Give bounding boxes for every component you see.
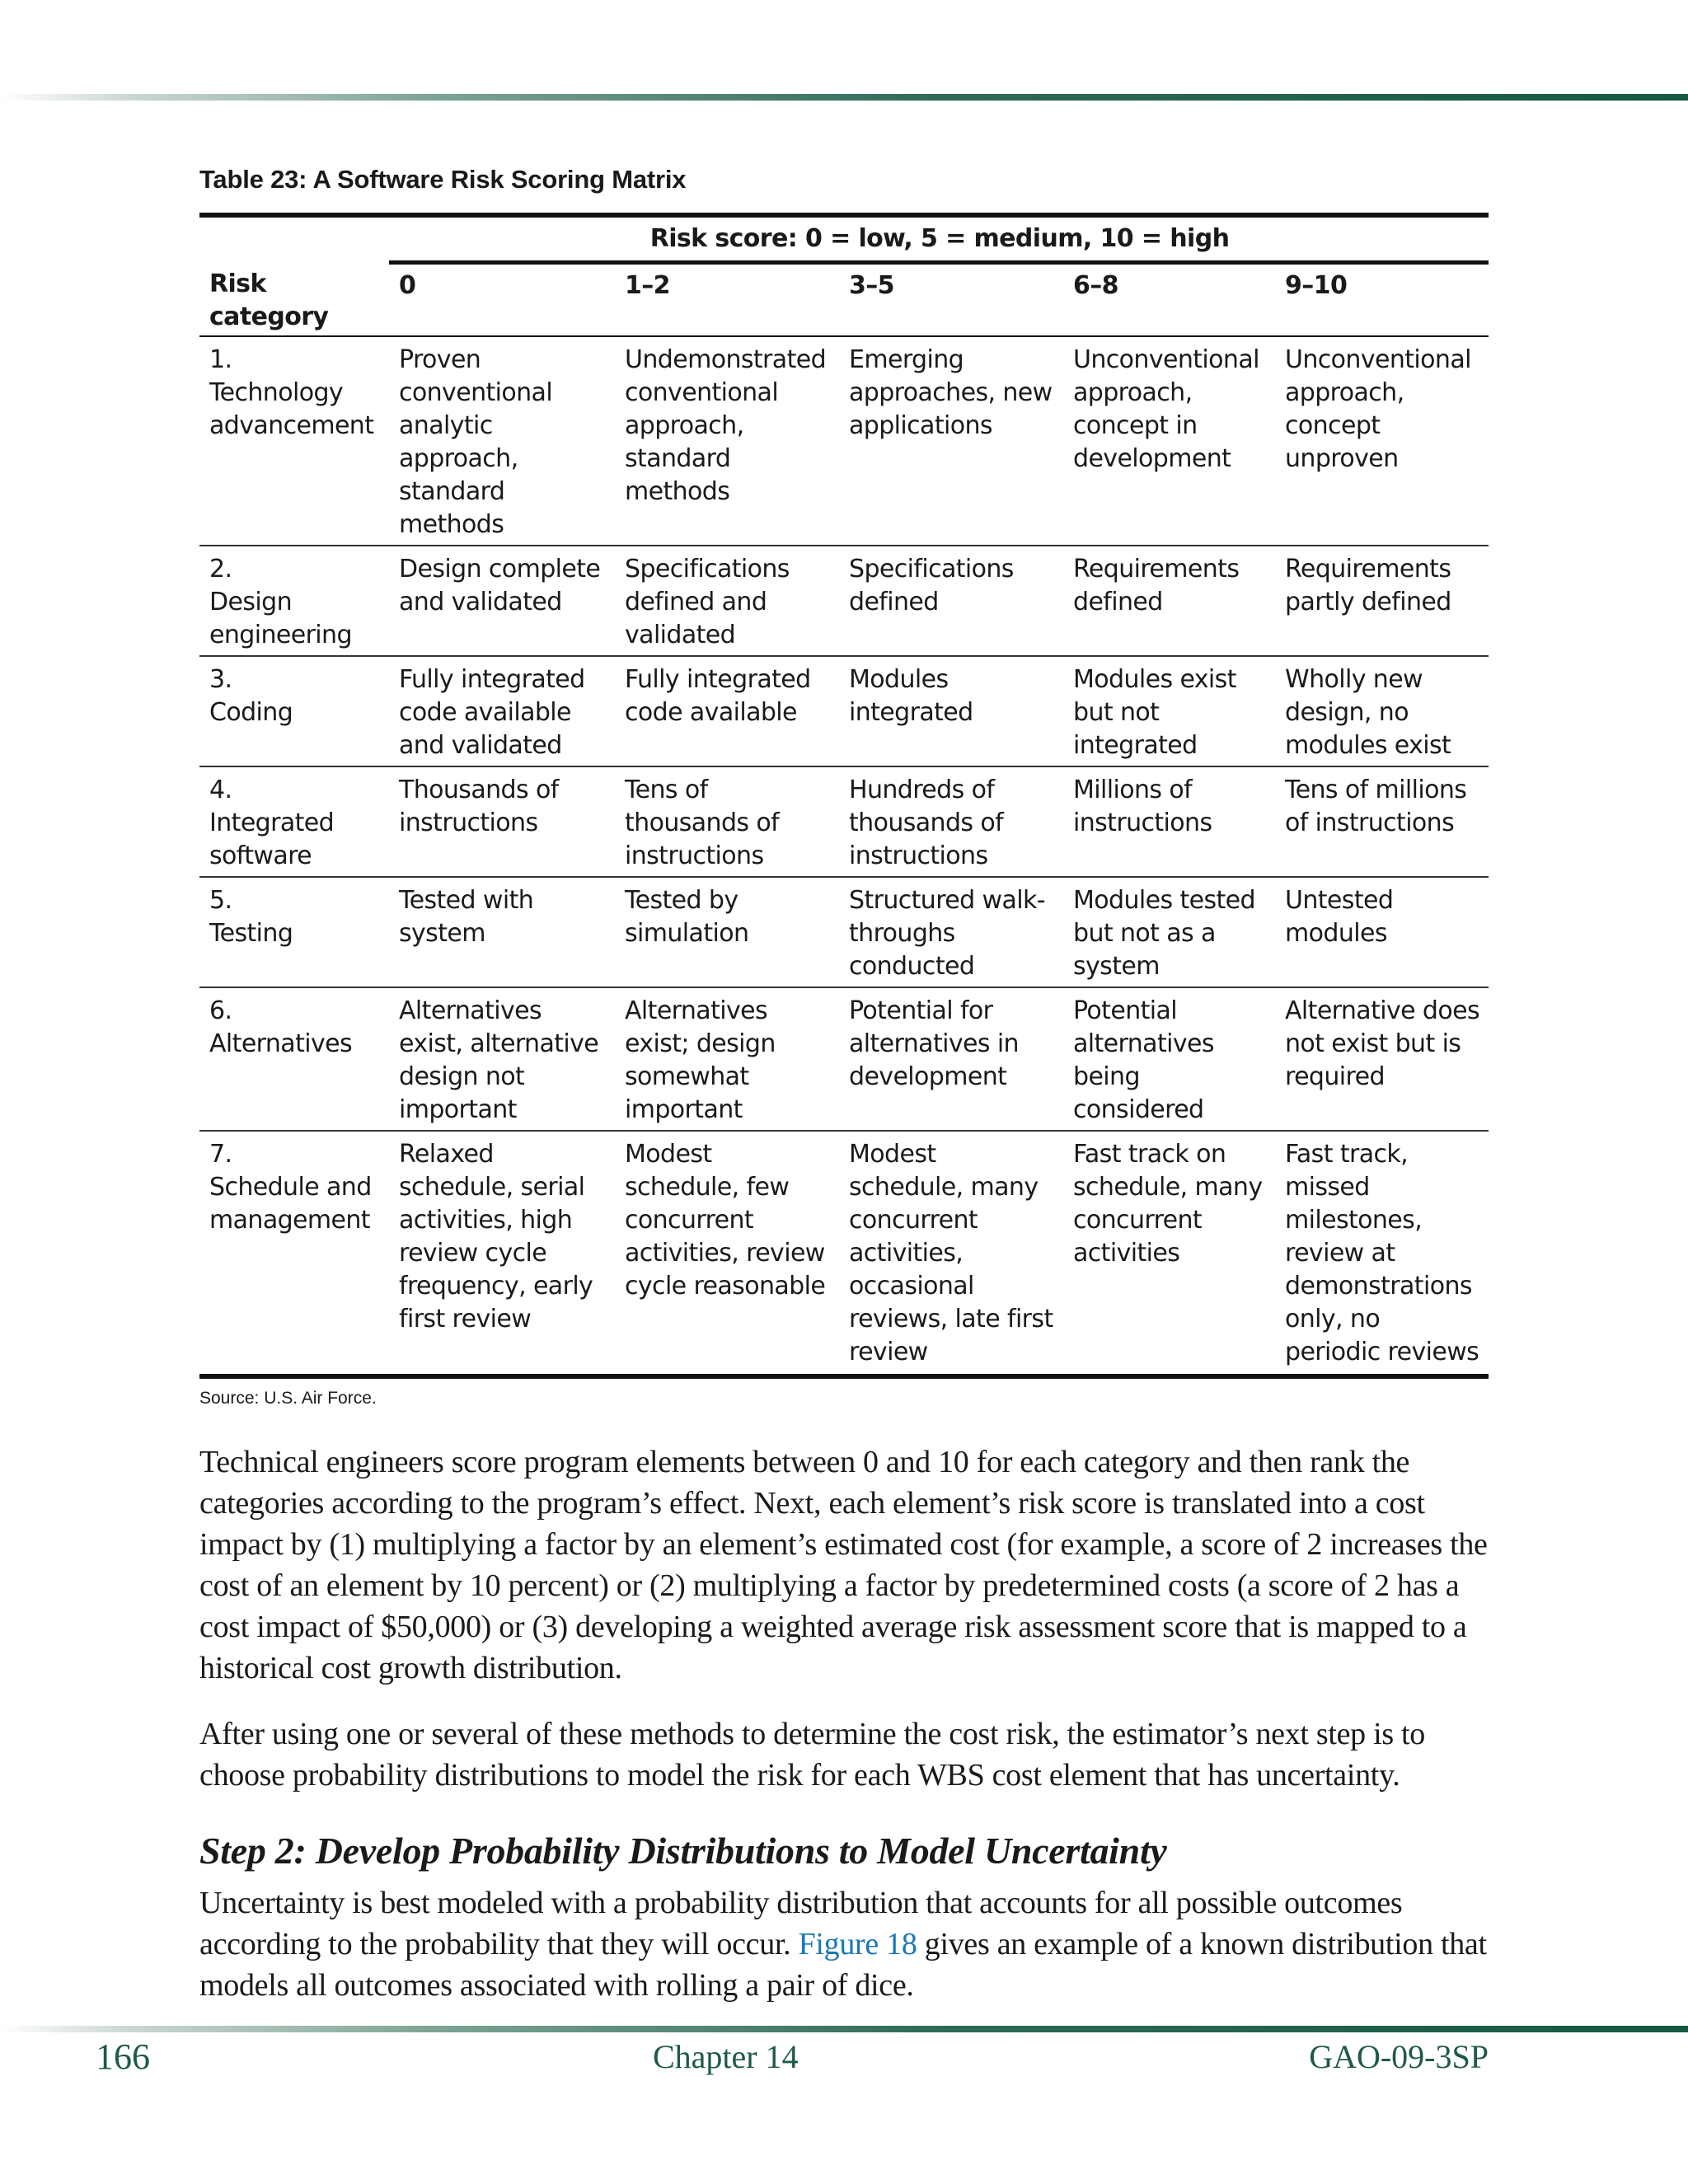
score-description-cell: Thousands of instructions [389,766,615,877]
risk-category-cell: 3. Coding [199,656,389,766]
score-description-cell: Modest schedule, few concurrent activities, review cycle reasonable [625,1139,826,1301]
score-description-cell: Tens of millions of instructions [1275,766,1489,877]
column-header-score: 9–10 [1275,263,1489,336]
score-description-cell: Potential alternatives being considered [1063,987,1275,1131]
risk-category-cell: 2. Design engineering [199,546,389,656]
score-description-cell: Untested modules [1275,877,1489,987]
table-row [199,546,1489,656]
paragraph-scoring-method: Technical engineers score program elements between 0 and 10 for each category and then rank the categories according to the program’s effect. Next, each element’s risk score is translated into a cost impact by (1) multiplying a factor by an element’s estimated cost (for example, a score of 2 increases the cost of an element by 10 percent) or (2) multiplying a factor by predetermined costs (a score of 2 has a cost impact of $50,000) or (3) developing a weighted average risk assessment score that is mapped to a historical cost growth distribution. [199,1444,1488,1685]
column-header-row [199,263,1489,336]
paragraph-uncertainty-text-1: Uncertainty is best modeled with a probability distribution that accounts for all possible outcomes according to the probability that they will occur. [199,1885,1403,1961]
table-title: Table 23: A Software Risk Scoring Matrix [199,165,687,194]
score-description-cell: Requirements defined [1063,546,1275,656]
score-description-cell: Requirements partly defined [1275,546,1489,656]
score-description-cell: Structured walk-throughs conducted [839,877,1063,987]
score-description-cell: Tested with system [389,877,615,987]
column-header-score: 1–2 [615,263,839,336]
score-description-cell: Unconventional approach, concept in development [1063,336,1275,546]
column-header-score: 6–8 [1063,263,1275,336]
risk-category-cell: 6. Alternatives [199,987,389,1131]
score-description-cell: Specifications defined and validated [615,546,839,656]
score-description-cell: Alternatives exist; design somewhat important [615,987,839,1131]
table-row [199,877,1489,987]
risk-category-cell: 5. Testing [199,877,389,987]
footer-rule [0,2026,1688,2032]
score-description-cell: Specifications defined [839,546,1063,656]
score-description-cell: Hundreds of thousands of instructions [839,766,1063,877]
score-description-cell: Millions of instructions [1063,766,1275,877]
corner-cell [199,215,389,263]
score-description-cell: Wholly new design, no modules exist [1275,656,1489,766]
score-description-cell: Modest schedule, many concurrent activities, occasional reviews, late first review [849,1139,1053,1366]
score-description-cell: Undemonstrated conventional approach, standard methods [615,336,839,546]
score-description-cell: Fast track, missed milestones, review at demonstrations only, no periodic reviews [1285,1139,1479,1366]
score-description-cell: Design complete and validated [389,546,615,656]
paragraph-next-step: After using one or several of these methods to determine the cost risk, the estimator’s next step is to choose probability distributions to model the risk for each WBS cost element that has uncertainty. [199,1716,1425,1793]
figure-18-link[interactable]: Figure 18 [798,1926,917,1961]
page-content [199,165,1489,2006]
table-row [199,987,1489,1131]
score-description-cell: Modules exist but not integrated [1063,656,1275,766]
column-header-score: 0 [389,263,615,336]
score-description-cell: Relaxed schedule, serial activities, high review cycle frequency, early first review [399,1139,593,1333]
risk-category-cell: 1. Technology advancement [199,336,389,546]
score-description-cell: Fast track on schedule, many concurrent activities [1073,1139,1263,1268]
risk-category-cell: 7. Schedule and management [209,1139,372,1235]
risk-score-span-header: Risk score: 0 = low, 5 = medium, 10 = high [389,215,1489,263]
table-row [199,656,1489,766]
table-row [199,1131,1489,1376]
document-id: GAO-09-3SP [1309,2038,1489,2075]
table-source: Source: U.S. Air Force. [199,1388,377,1408]
score-description-cell: Emerging approaches, new applications [839,336,1063,546]
score-description-cell: Fully integrated code available and validated [389,656,615,766]
page-footer [0,2036,1688,2085]
page-number: 166 [96,2036,150,2077]
table-row [199,336,1489,546]
score-description-cell: Alternatives exist, alternative design not important [389,987,615,1131]
paragraph-uncertainty [199,1882,1489,2006]
step-2-heading: Step 2: Develop Probability Distributions to Model Uncertainty [199,1829,1167,1872]
score-description-cell: Proven conventional analytic approach, standard methods [389,336,615,546]
risk-category-cell: 4. Integrated software [199,766,389,877]
column-header-score: 3–5 [839,263,1063,336]
score-description-cell: Fully integrated code available [615,656,839,766]
score-description-cell: Potential for alternatives in development [839,987,1063,1131]
score-description-cell: Modules integrated [839,656,1063,766]
column-header-risk-category: Risk category [199,263,389,336]
score-description-cell: Alternative does not exist but is required [1275,987,1489,1131]
score-description-cell: Tested by simulation [615,877,839,987]
header-rule [0,94,1688,101]
score-description-cell: Unconventional approach, concept unproven [1275,336,1489,546]
paragraph-uncertainty-text-2: gives an example of a known distribution that models all outcomes associated with rolling a pair of dice. [199,1926,1487,2003]
chapter-label: Chapter 14 [653,2038,799,2075]
matrix-body [199,336,1489,1376]
score-description-cell: Tens of thousands of instructions [615,766,839,877]
score-description-cell: Modules tested but not as a system [1063,877,1275,987]
table-row [199,766,1489,877]
risk-scoring-matrix [199,213,1489,1379]
